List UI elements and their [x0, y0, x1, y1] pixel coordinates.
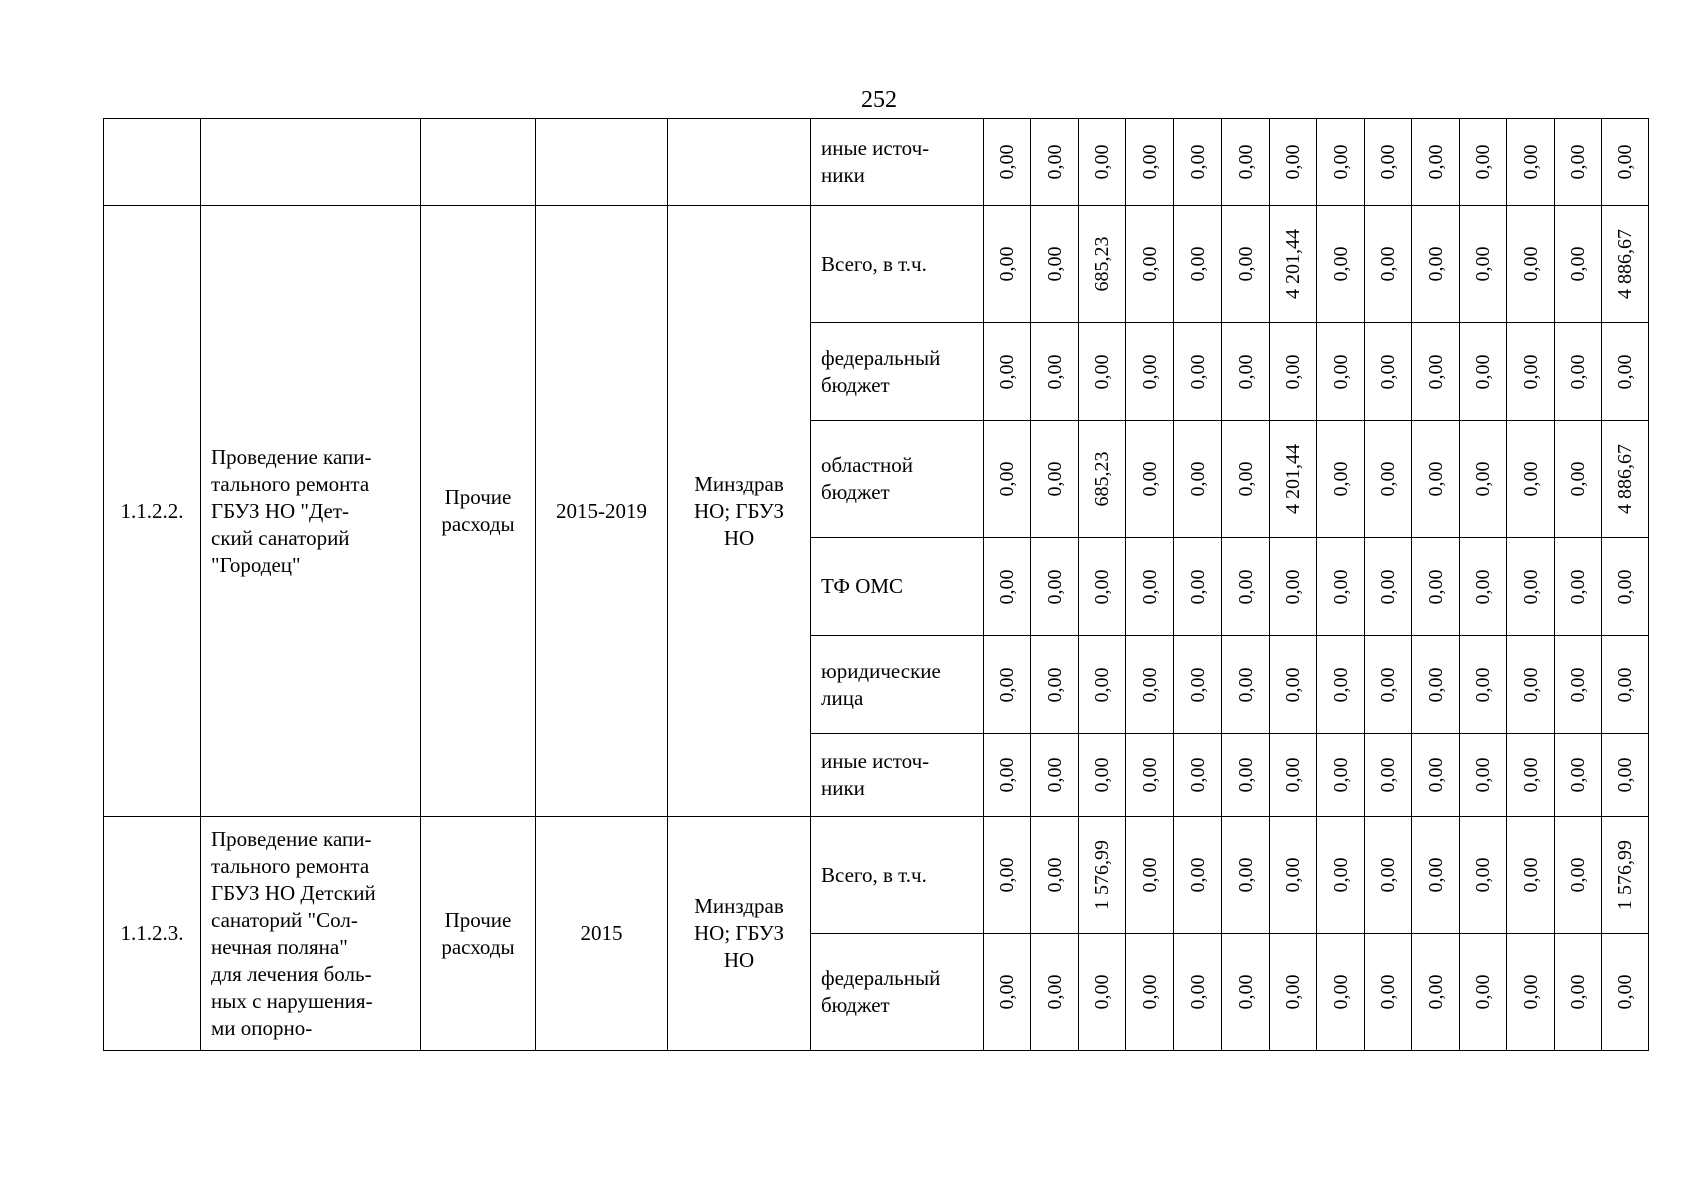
value-text: 0,00 [1186, 667, 1209, 702]
value-cell [1222, 421, 1270, 538]
value-text: 0,00 [1377, 144, 1399, 180]
value-text: 0,00 [1377, 461, 1399, 497]
value-cell [1031, 538, 1079, 636]
table-row [104, 119, 1649, 206]
value-cell [984, 206, 1031, 323]
value-text: 0,00 [1567, 144, 1589, 180]
value-text: 0,00 [1329, 354, 1352, 389]
value-text: 0,00 [1282, 354, 1304, 389]
value-cell [1317, 934, 1365, 1051]
value-text: 0,00 [996, 857, 1018, 893]
value-cell [984, 323, 1031, 421]
value-cell [1507, 817, 1555, 934]
value-text: 0,00 [1424, 857, 1447, 893]
value-cell [1412, 817, 1460, 934]
value-cell [1174, 323, 1222, 421]
value-cell [1174, 119, 1222, 206]
value-cell [1126, 421, 1174, 538]
value-text: 0,00 [1519, 461, 1542, 497]
item-number-cell [104, 119, 201, 206]
executor-cell: Минздрав НО; ГБУЗ НО [668, 817, 811, 1051]
value-cell [1222, 734, 1270, 817]
value-cell [1602, 206, 1649, 323]
item-number-cell: 1.1.2.3. [104, 817, 201, 1051]
value-cell [1365, 817, 1412, 934]
value-text: 0,00 [1377, 246, 1399, 282]
value-cell [1270, 323, 1317, 421]
value-text: 4 886,67 [1614, 229, 1636, 299]
value-cell [1507, 934, 1555, 1051]
value-text: 0,00 [1138, 974, 1161, 1010]
value-cell [1126, 119, 1174, 206]
value-text: 0,00 [1186, 757, 1209, 793]
value-cell [984, 734, 1031, 817]
value-text: 0,00 [1424, 144, 1447, 180]
value-cell [1174, 934, 1222, 1051]
value-cell [1079, 817, 1126, 934]
value-cell [1460, 421, 1507, 538]
value-text: 0,00 [1091, 569, 1113, 604]
value-cell [1365, 323, 1412, 421]
value-text: 0,00 [1043, 354, 1066, 389]
value-cell [1602, 636, 1649, 734]
value-text: 0,00 [1138, 569, 1161, 604]
value-cell [1365, 206, 1412, 323]
value-text: 0,00 [1043, 857, 1066, 893]
value-text: 4 201,44 [1282, 229, 1304, 299]
value-cell [1507, 323, 1555, 421]
value-text: 0,00 [1282, 569, 1304, 604]
value-text: 0,00 [1234, 857, 1257, 893]
value-text: 0,00 [1186, 246, 1209, 282]
page-number: 252 [861, 87, 897, 113]
value-cell [1460, 323, 1507, 421]
value-text: 4 201,44 [1282, 444, 1304, 514]
value-text: 0,00 [1138, 857, 1161, 893]
value-text: 0,00 [1282, 667, 1304, 702]
value-text: 0,00 [1472, 757, 1494, 793]
value-cell [1079, 934, 1126, 1051]
value-cell [1602, 421, 1649, 538]
table-row [104, 206, 1649, 323]
value-text: 0,00 [1282, 974, 1304, 1010]
value-text: 0,00 [1424, 354, 1447, 389]
value-cell [1222, 538, 1270, 636]
value-cell [1222, 206, 1270, 323]
value-text: 0,00 [1472, 857, 1494, 893]
value-text: 0,00 [1234, 569, 1257, 604]
value-text: 0,00 [1472, 246, 1494, 282]
value-cell [1412, 206, 1460, 323]
value-text: 0,00 [1472, 569, 1494, 604]
value-cell [1079, 119, 1126, 206]
value-cell [1507, 119, 1555, 206]
value-text: 0,00 [1138, 144, 1161, 180]
funding-source-cell: юридические лица [811, 636, 984, 734]
value-cell [1555, 817, 1602, 934]
value-text: 0,00 [1234, 757, 1257, 793]
value-cell [1555, 206, 1602, 323]
value-text: 0,00 [1567, 354, 1589, 389]
value-cell [1174, 538, 1222, 636]
value-text: 0,00 [1186, 974, 1209, 1010]
value-text: 685,23 [1091, 236, 1113, 292]
value-cell [1412, 119, 1460, 206]
value-text: 0,00 [1282, 757, 1304, 793]
value-text: 0,00 [1329, 246, 1352, 282]
value-cell [1555, 734, 1602, 817]
value-cell [1365, 119, 1412, 206]
value-text: 0,00 [996, 757, 1018, 793]
value-cell [1126, 206, 1174, 323]
value-text: 0,00 [1472, 667, 1494, 702]
value-text: 0,00 [1186, 857, 1209, 893]
value-text: 0,00 [1186, 569, 1209, 604]
value-text: 0,00 [1614, 757, 1636, 793]
value-text: 0,00 [1234, 461, 1257, 497]
value-cell [1365, 934, 1412, 1051]
value-cell [1365, 734, 1412, 817]
expense-type-cell: Прочие расходы [421, 206, 536, 817]
value-text: 0,00 [1329, 857, 1352, 893]
value-text: 0,00 [1424, 246, 1447, 282]
value-cell [984, 421, 1031, 538]
value-text: 0,00 [1329, 144, 1352, 180]
value-cell [1270, 206, 1317, 323]
value-text: 0,00 [1091, 667, 1113, 702]
value-text: 0,00 [1377, 857, 1399, 893]
value-text: 0,00 [1472, 144, 1494, 180]
value-cell [1126, 538, 1174, 636]
value-text: 0,00 [1567, 246, 1589, 282]
value-cell [1126, 734, 1174, 817]
value-cell [1174, 421, 1222, 538]
value-text: 0,00 [1043, 667, 1066, 702]
value-text: 685,23 [1091, 451, 1113, 507]
value-cell [1222, 323, 1270, 421]
value-text: 0,00 [1472, 461, 1494, 497]
value-cell [1079, 206, 1126, 323]
value-cell [1126, 636, 1174, 734]
value-cell [1222, 119, 1270, 206]
value-text: 0,00 [1043, 144, 1066, 180]
value-text: 0,00 [1472, 354, 1494, 389]
value-text: 0,00 [1186, 354, 1209, 389]
value-cell [1031, 636, 1079, 734]
value-cell [1507, 206, 1555, 323]
value-cell [1270, 421, 1317, 538]
value-cell [1079, 734, 1126, 817]
value-cell [1031, 934, 1079, 1051]
value-cell [1602, 934, 1649, 1051]
value-cell [1365, 538, 1412, 636]
funding-source-cell: иные источ- ники [811, 734, 984, 817]
funding-source-cell: ТФ ОМС [811, 538, 984, 636]
expense-type-cell [421, 119, 536, 206]
executor-cell: Минздрав НО; ГБУЗ НО [668, 206, 811, 817]
table-row [104, 817, 1649, 934]
value-cell [1602, 119, 1649, 206]
value-text: 0,00 [1519, 354, 1542, 389]
years-cell: 2015 [536, 817, 668, 1051]
value-cell [984, 636, 1031, 734]
value-text: 0,00 [1424, 569, 1447, 604]
value-text: 0,00 [1234, 974, 1257, 1010]
value-cell [1460, 934, 1507, 1051]
value-text: 0,00 [1091, 144, 1113, 180]
value-text: 0,00 [1567, 569, 1589, 604]
value-cell [1602, 734, 1649, 817]
value-text: 0,00 [1186, 144, 1209, 180]
value-cell [1031, 119, 1079, 206]
value-cell [1031, 323, 1079, 421]
value-cell [1507, 636, 1555, 734]
value-cell [1460, 734, 1507, 817]
value-text: 0,00 [1519, 144, 1542, 180]
value-text: 0,00 [996, 974, 1018, 1010]
funding-source-cell: Всего, в т.ч. [811, 817, 984, 934]
value-cell [1031, 206, 1079, 323]
value-text: 0,00 [1091, 974, 1113, 1010]
value-text: 0,00 [1424, 757, 1447, 793]
value-text: 0,00 [1138, 354, 1161, 389]
value-text: 0,00 [1329, 667, 1352, 702]
value-text: 0,00 [1043, 461, 1066, 497]
value-text: 0,00 [1424, 974, 1447, 1010]
value-cell [1555, 934, 1602, 1051]
value-text: 0,00 [996, 667, 1018, 702]
value-text: 0,00 [1377, 569, 1399, 604]
value-cell [1317, 636, 1365, 734]
funding-source-cell: областной бюджет [811, 421, 984, 538]
value-cell [1222, 636, 1270, 734]
item-number-cell: 1.1.2.2. [104, 206, 201, 817]
value-text: 0,00 [1519, 974, 1542, 1010]
value-text: 0,00 [1091, 354, 1113, 389]
value-cell [1222, 934, 1270, 1051]
value-text: 1 576,99 [1614, 840, 1636, 910]
value-text: 0,00 [1234, 354, 1257, 389]
value-text: 0,00 [1614, 144, 1636, 180]
value-text: 0,00 [1519, 569, 1542, 604]
value-text: 0,00 [1567, 461, 1589, 497]
value-text: 0,00 [1282, 857, 1304, 893]
value-text: 0,00 [1424, 667, 1447, 702]
value-text: 0,00 [996, 569, 1018, 604]
value-cell [1174, 817, 1222, 934]
value-cell [1270, 636, 1317, 734]
value-text: 0,00 [1377, 757, 1399, 793]
item-name-cell [201, 119, 421, 206]
value-text: 0,00 [1282, 144, 1304, 180]
budget-table [103, 118, 1649, 1051]
value-text: 1 576,99 [1091, 840, 1113, 910]
years-cell: 2015-2019 [536, 206, 668, 817]
item-name-cell: Проведение капи- тального ремонта ГБУЗ НО "Дет- ский санаторий "Городец" [201, 206, 421, 817]
value-cell [984, 817, 1031, 934]
value-text: 0,00 [1138, 246, 1161, 282]
value-text: 0,00 [1567, 667, 1589, 702]
value-text: 0,00 [1138, 461, 1161, 497]
value-cell [984, 538, 1031, 636]
value-text: 4 886,67 [1614, 444, 1636, 514]
value-cell [1460, 636, 1507, 734]
value-text: 0,00 [1043, 246, 1066, 282]
value-cell [1317, 323, 1365, 421]
value-cell [1555, 421, 1602, 538]
value-cell [1126, 934, 1174, 1051]
value-cell [1270, 817, 1317, 934]
value-cell [984, 934, 1031, 1051]
value-cell [1317, 421, 1365, 538]
value-cell [1412, 934, 1460, 1051]
value-cell [1602, 817, 1649, 934]
value-text: 0,00 [1329, 757, 1352, 793]
value-cell [1507, 421, 1555, 538]
value-text: 0,00 [996, 144, 1018, 180]
value-text: 0,00 [1043, 974, 1066, 1010]
value-cell [1317, 119, 1365, 206]
value-cell [1412, 421, 1460, 538]
value-text: 0,00 [1091, 757, 1113, 793]
value-cell [1270, 119, 1317, 206]
value-cell [1270, 734, 1317, 817]
value-text: 0,00 [996, 246, 1018, 282]
funding-source-cell: иные источ- ники [811, 119, 984, 206]
value-cell [1460, 538, 1507, 636]
value-cell [1270, 538, 1317, 636]
value-text: 0,00 [1377, 974, 1399, 1010]
value-cell [1317, 817, 1365, 934]
value-cell [1555, 323, 1602, 421]
value-text: 0,00 [1614, 667, 1636, 702]
value-cell [1412, 323, 1460, 421]
value-cell [1460, 119, 1507, 206]
value-cell [1174, 734, 1222, 817]
value-cell [1174, 636, 1222, 734]
value-text: 0,00 [1043, 757, 1066, 793]
value-text: 0,00 [1424, 461, 1447, 497]
value-cell [1079, 421, 1126, 538]
value-text: 0,00 [1614, 569, 1636, 604]
value-text: 0,00 [1329, 461, 1352, 497]
value-text: 0,00 [1043, 569, 1066, 604]
value-text: 0,00 [1472, 974, 1494, 1010]
value-cell [1079, 538, 1126, 636]
funding-source-cell: федеральный бюджет [811, 323, 984, 421]
value-text: 0,00 [1329, 974, 1352, 1010]
value-cell [1460, 206, 1507, 323]
funding-source-cell: Всего, в т.ч. [811, 206, 984, 323]
value-text: 0,00 [1234, 667, 1257, 702]
value-cell [1602, 538, 1649, 636]
value-text: 0,00 [1377, 354, 1399, 389]
value-cell [1555, 119, 1602, 206]
value-cell [1412, 734, 1460, 817]
value-cell [1412, 636, 1460, 734]
value-cell [1365, 421, 1412, 538]
value-cell [1507, 538, 1555, 636]
value-text: 0,00 [1567, 857, 1589, 893]
value-text: 0,00 [1329, 569, 1352, 604]
value-cell [1555, 538, 1602, 636]
value-cell [1126, 817, 1174, 934]
value-cell [1317, 734, 1365, 817]
value-cell [1317, 206, 1365, 323]
value-text: 0,00 [1138, 667, 1161, 702]
value-text: 0,00 [1519, 857, 1542, 893]
value-cell [1031, 817, 1079, 934]
value-text: 0,00 [1186, 461, 1209, 497]
years-cell [536, 119, 668, 206]
value-text: 0,00 [1519, 667, 1542, 702]
value-text: 0,00 [1519, 757, 1542, 793]
value-cell [1507, 734, 1555, 817]
value-text: 0,00 [1138, 757, 1161, 793]
value-text: 0,00 [996, 461, 1018, 497]
value-cell [1460, 817, 1507, 934]
item-name-cell: Проведение капи- тального ремонта ГБУЗ НО Детский санаторий "Сол- нечная поляна" для лечения боль- ных с нарушения- ми опорно- [201, 817, 421, 1051]
value-text: 0,00 [1377, 667, 1399, 702]
value-text: 0,00 [1567, 974, 1589, 1010]
value-text: 0,00 [1234, 144, 1257, 180]
value-cell [1270, 934, 1317, 1051]
value-text: 0,00 [1614, 354, 1636, 389]
value-text: 0,00 [1519, 246, 1542, 282]
funding-source-cell: федеральный бюджет [811, 934, 984, 1051]
value-cell [1079, 323, 1126, 421]
value-cell [984, 119, 1031, 206]
value-cell [1365, 636, 1412, 734]
value-cell [1174, 206, 1222, 323]
value-text: 0,00 [1614, 974, 1636, 1010]
value-cell [1126, 323, 1174, 421]
value-cell [1555, 636, 1602, 734]
value-cell [1602, 323, 1649, 421]
value-cell [1222, 817, 1270, 934]
expense-type-cell: Прочие расходы [421, 817, 536, 1051]
value-cell [1317, 538, 1365, 636]
value-cell [1031, 421, 1079, 538]
value-text: 0,00 [1234, 246, 1257, 282]
executor-cell [668, 119, 811, 206]
value-cell [1031, 734, 1079, 817]
value-text: 0,00 [1567, 757, 1589, 793]
value-cell [1079, 636, 1126, 734]
value-cell [1412, 538, 1460, 636]
value-text: 0,00 [996, 354, 1018, 389]
